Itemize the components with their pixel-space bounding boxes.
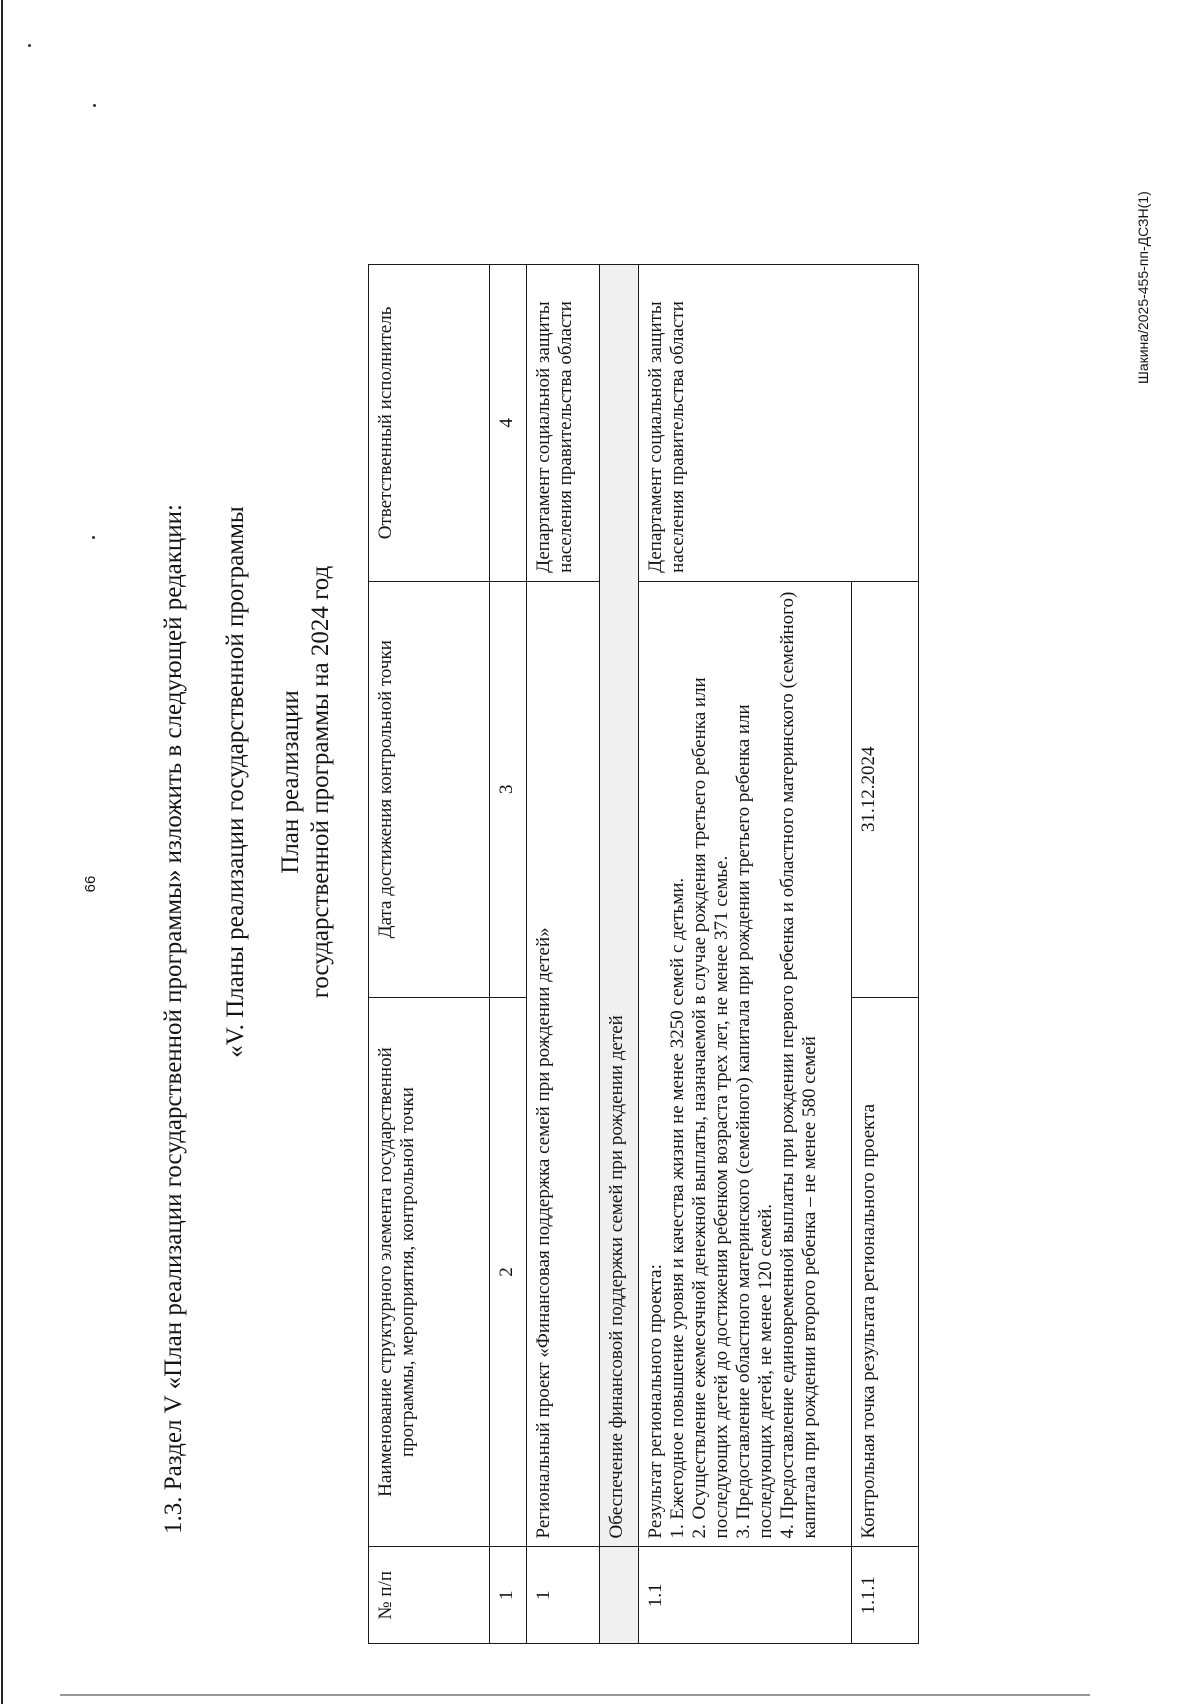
table-row-project [527,265,600,1644]
column-number: 1 [490,1547,527,1644]
result-line: 1. Ежегодное повышение уровня и качества жизни не менее 3250 семей с детьми. [667,877,688,1539]
header-num: № п/п [369,1547,490,1644]
row-num: 1 [527,1547,600,1644]
document-code: Шакина/2025-455-пп-ДСЗН(1) [1135,191,1151,384]
checkpoint-date: 31.12.2024 [852,581,919,997]
implementation-plan-table [368,264,919,1644]
result-executor: Департамент социальной защиты населения правительства области [639,265,919,582]
result-line: Результат регионального проекта: [645,1264,666,1539]
column-number: 3 [490,581,527,997]
project-executor: Департамент социальной защиты населения правительства области [527,265,600,582]
header-executor: Ответственный исполнитель [369,265,490,582]
table-row-result [639,265,852,1644]
plan-subtitle: государственной программы на 2024 год [307,565,334,999]
row-num-empty [600,1547,639,1644]
result-description [639,581,852,1547]
result-line: 2. Осуществление ежемесячной денежной выплаты, назначаемой в случае рождения третьего ребенка или последующих детей до достижения ребенком возраста трех лет, не менее 371 семье. [689,677,732,1539]
result-line: 4. Предоставление единовременной выплаты при рождении первого ребенка и областного материнского (семейного) капитала при рождении второго ребенка – не менее 580 семей [777,591,820,1539]
task-name: Обеспечение финансовой поддержки семей при рождении детей [600,265,639,1547]
table-row-task [600,265,639,1644]
row-num: 1.1.1 [852,1547,919,1644]
column-number-row [490,265,527,1644]
project-name: Региональный проект «Финансовая поддержка семей при рождении детей» [527,581,600,1547]
header-name: Наименование структурного элемента государственной программы, мероприятия, контрольной точки [369,997,490,1547]
row-num: 1.1 [639,1547,852,1644]
result-line: 3. Предоставление областного материнского (семейного) капитала при рождении третьего ребенка или последующих детей, не менее 120 семей. [733,704,776,1539]
page-number: 66 [82,875,99,893]
plan-title: План реализации [277,690,304,874]
header-date: Дата достижения контрольной точки [369,581,490,997]
checkpoint-name: Контрольная точка результата регионального проекта [852,997,919,1547]
intro-paragraph: 1.3. Раздел V «План реализации государственной программы» изложить в следующей редакции: [160,503,187,1534]
table-header-row [369,265,490,1644]
column-number: 2 [490,997,527,1547]
section-heading: «V. Планы реализации государственной программы [222,506,249,1058]
column-number: 4 [490,265,527,582]
